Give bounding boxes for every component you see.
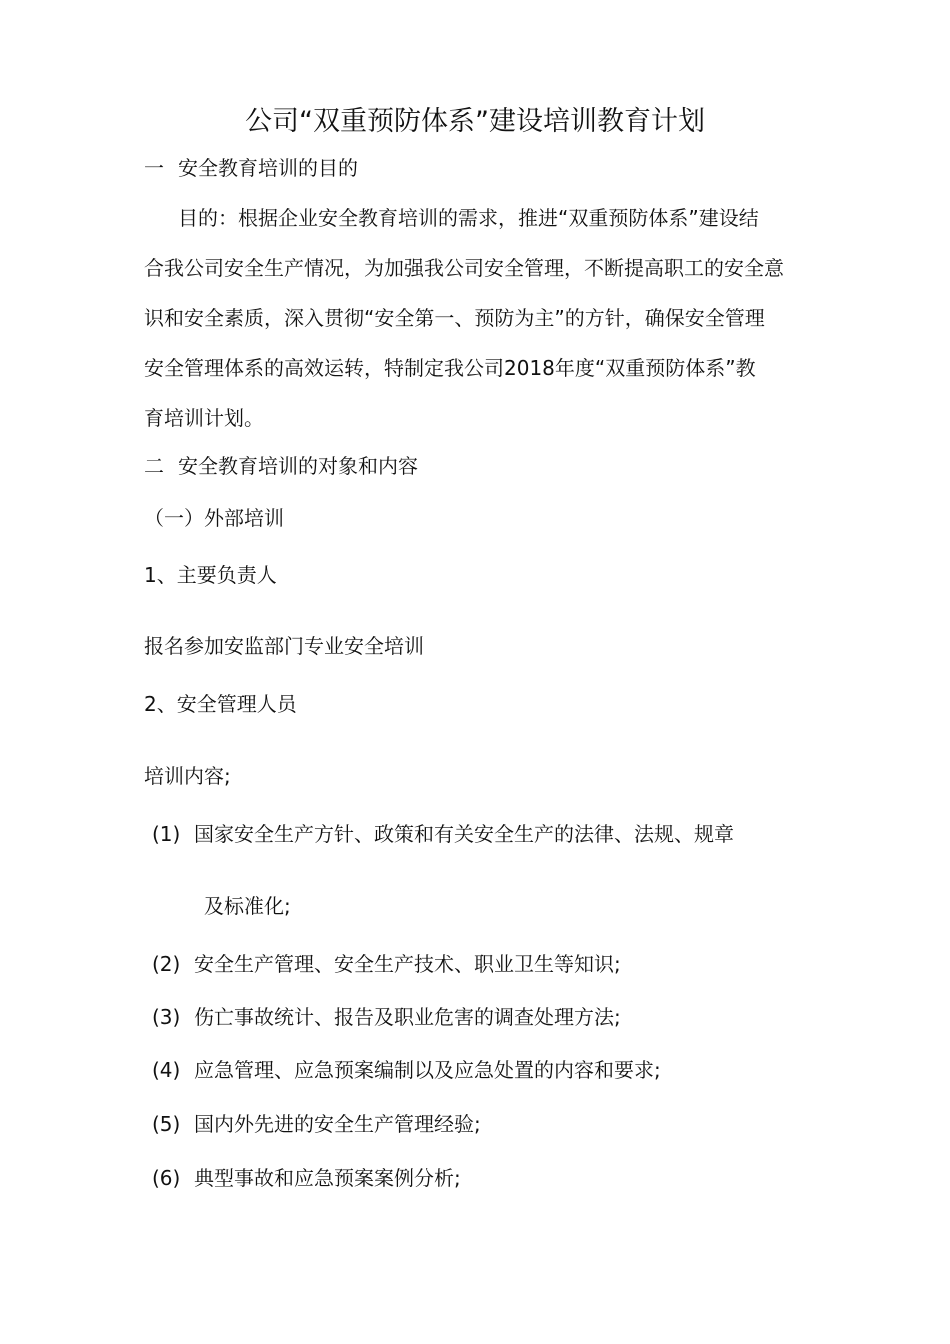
item-2-label: 2、安全管理人员 xyxy=(144,692,297,716)
training-content-label: 培训内容; xyxy=(144,764,231,788)
list-item xyxy=(152,1003,621,1031)
subsection-external-training: （一）外部培训 xyxy=(144,506,284,530)
list-item-number: (4) xyxy=(152,1058,181,1082)
list-item xyxy=(152,1110,481,1138)
list-item-number: (1) xyxy=(152,822,181,846)
list-item-text: 国内外先进的安全生产管理经验; xyxy=(194,1112,481,1136)
list-item-text: 国家安全生产方针、政策和有关安全生产的法律、法规、规章 xyxy=(194,822,734,846)
list-item xyxy=(152,820,734,848)
list-item-text: 安全生产管理、安全生产技术、职业卫生等知识; xyxy=(194,952,621,976)
list-item-continuation: 及标准化; xyxy=(204,894,291,918)
document-title: 公司“双重预防体系”建设培训教育计划 xyxy=(245,106,705,137)
item-1-text: 报名参加安监部门专业安全培训 xyxy=(144,634,424,658)
item-1-label: 1、主要负责人 xyxy=(144,563,277,587)
section-2-heading xyxy=(144,452,418,480)
section-1-title: 安全教育培训的目的 xyxy=(178,156,358,180)
section-2-title: 安全教育培训的对象和内容 xyxy=(178,454,418,478)
list-item-number: (2) xyxy=(152,952,181,976)
paragraph-line: 识和安全素质，深入贯彻“安全第一、预防为主”的方针，确保安全管理 xyxy=(144,306,765,330)
section-2-number: 二 xyxy=(144,454,164,478)
list-item-text: 伤亡事故统计、报告及职业危害的调查处理方法; xyxy=(194,1005,621,1029)
list-item xyxy=(152,1164,461,1192)
list-item-number: (5) xyxy=(152,1112,181,1136)
list-item-number: (3) xyxy=(152,1005,181,1029)
paragraph-line: 安全管理体系的高效运转，特制定我公司2018年度“双重预防体系”教 xyxy=(144,356,756,380)
list-item-text: 应急管理、应急预案编制以及应急处置的内容和要求; xyxy=(194,1058,661,1082)
section-1-number: 一 xyxy=(144,156,164,180)
paragraph-line: 目的：根据企业安全教育培训的需求，推进“双重预防体系”建设结 xyxy=(178,206,759,230)
paragraph-line: 育培训计划。 xyxy=(144,406,264,430)
paragraph-line: 合我公司安全生产情况，为加强我公司安全管理，不断提高职工的安全意 xyxy=(144,256,784,280)
list-item-number: (6) xyxy=(152,1166,181,1190)
list-item xyxy=(152,950,621,978)
list-item-text: 典型事故和应急预案案例分析; xyxy=(194,1166,461,1190)
section-1-heading xyxy=(144,154,358,182)
list-item xyxy=(152,1056,661,1084)
